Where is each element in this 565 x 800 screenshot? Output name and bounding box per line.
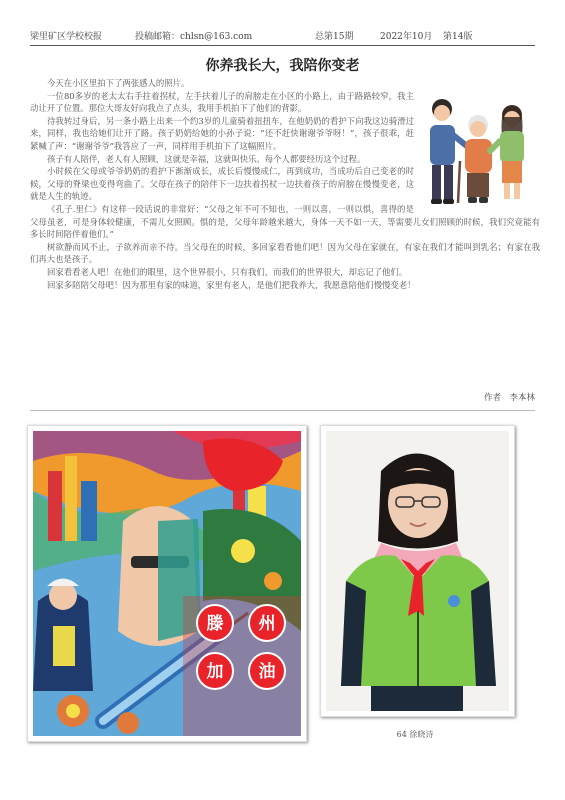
paragraph: 孩子有人陪伴，老人有人照顾，这就是幸福，这就叫快乐。每个人都要经历这个过程。 (47, 153, 366, 164)
student-poster-artwork (27, 425, 307, 742)
photo-caption: 64 徐晓诗 (396, 730, 434, 739)
submission-email: 投稿邮箱：chlsn@163.com (135, 32, 253, 42)
poster-drawing (33, 431, 301, 736)
paragraph: 《孔子.里仁》有这样一段话说的非常好：“父母之年不可不知也，一则以喜，一则以惧，喜得的是父母虽老，可是身体较健康，不需儿女照顾。惧的是，父母年龄越来越大，身体一天不如一天，等需要儿女们照顾的时候，我们究竟能有多长时间陪伴着他们。” (30, 203, 540, 240)
poster-char: 州 (258, 614, 276, 634)
paragraph: 树欲静而风不止，子欲养而亲不待。当父母在的时候，多回家看看他们吧！因为父母在家就在，有家在我们才能叫到乳名；有家在我们再大也是孩子。 (30, 241, 540, 265)
article-body (30, 77, 540, 291)
poster-char: 滕 (206, 614, 224, 634)
paragraph: 待我转过身后，另一条小路上出来一个约3岁的儿童骑着扭扭车，在他奶奶的看护下向我这边骑滑过来，同样，我也给她们让开了路。孩子奶奶给她的小孙子说：“还不赶快谢谢爷爷呀！”，孩子很乖，赶紧喊了声：“谢谢爷爷”我答应了一声，同样用手机拍下了这幅照片。 (30, 115, 414, 151)
photo-portrait (326, 431, 509, 711)
illustration-family-with-grandmother (420, 89, 540, 211)
poster-char: 油 (258, 662, 276, 682)
paragraph: 回家看看老人吧！在他们的眼里，这个世界很小，只有我们，而我们的世界很大，却忘记了他们。 (47, 266, 408, 277)
section-divider (30, 410, 535, 411)
school-name: 梁里矿区学校校报 (30, 32, 103, 42)
paragraph: 一位80多岁的老太太右手拄着拐杖，左手扶着儿子的肩膀走在小区的小路上，由于路路较窄，我主动让开了位置。那位大哥友好向我点了点头，我用手机拍下了他们的背影。 (30, 90, 414, 114)
paragraph: 回家多陪陪父母吧！因为那里有家的味道，家里有老人，是他们把我养大，我愿意陪他们慢慢变老！ (47, 279, 416, 290)
student-photo (320, 425, 515, 717)
header-rule (30, 45, 535, 46)
total-issue: 总第15期 (315, 32, 354, 42)
issue-date: 2022年10月 (380, 32, 433, 42)
article-title: 你养我长大，我陪你变老 (205, 58, 360, 74)
page-issue: 第14版 (443, 32, 473, 42)
newspaper-header (30, 29, 535, 45)
article-author: 作者 李本林 (483, 393, 535, 403)
poster-char: 加 (206, 662, 224, 682)
paragraph: 今天在小区里拍下了两张感人的照片。 (47, 78, 190, 88)
paragraph: 小时候在父母或爷爷奶奶的看护下渐渐成长，成长后慢慢成仁，再到成功，当成功后自己变老的时候，父母的脊梁也变得弯曲了。父母在孩子的陪伴下一边扶着拐杖一边扶着孩子的肩膀在慢慢变老，这就是人生的轨迹。 (30, 166, 414, 202)
